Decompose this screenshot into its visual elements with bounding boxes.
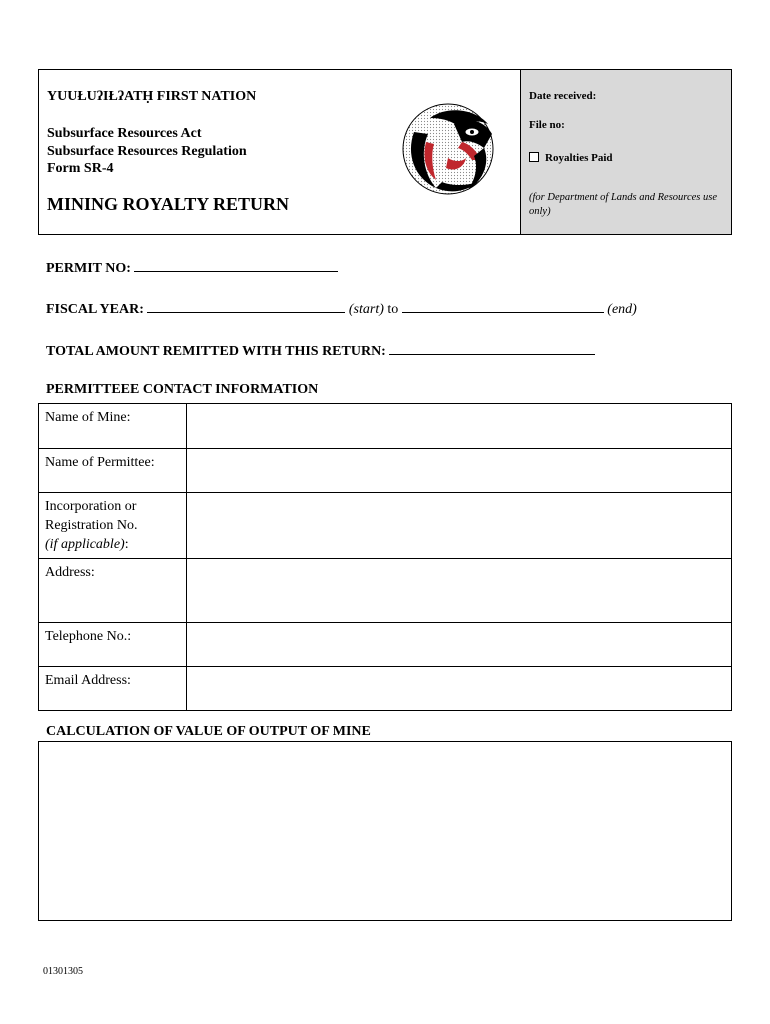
fiscal-year-end-field[interactable] (402, 299, 604, 313)
registration-no-colon: : (124, 537, 129, 552)
regulation-line: Subsurface Resources Regulation (47, 143, 247, 159)
office-use-note: (for Department of Lands and Resources use only) (529, 192, 718, 217)
mine-name-label: Name of Mine: (39, 404, 187, 449)
fiscal-year-start-label: (start) (348, 302, 384, 317)
permittee-name-field[interactable] (187, 449, 732, 493)
form-title: MINING ROYALTY RETURN (47, 194, 290, 214)
total-amount-row (46, 341, 595, 360)
registration-no-text: Incorporation or Registration No. (45, 499, 138, 533)
contact-table (38, 403, 732, 711)
file-no-label: File no: (529, 119, 565, 131)
table-row (39, 449, 732, 493)
table-row (39, 493, 732, 559)
address-field[interactable] (187, 559, 732, 623)
registration-no-field[interactable] (187, 493, 732, 559)
address-label: Address: (39, 559, 187, 623)
total-amount-field[interactable] (389, 341, 595, 355)
table-row (39, 667, 732, 711)
date-received-label: Date received: (529, 90, 597, 102)
nation-name: YUUŁUʔIŁʔATḤ FIRST NATION (47, 89, 257, 104)
calculation-heading: CALCULATION OF VALUE OF OUTPUT OF MINE (46, 724, 371, 739)
fiscal-year-start-field[interactable] (147, 299, 345, 313)
form-code: 01301305 (43, 966, 83, 977)
email-label: Email Address: (39, 667, 187, 711)
telephone-label: Telephone No.: (39, 623, 187, 667)
contact-heading: PERMITTEEE CONTACT INFORMATION (46, 382, 319, 397)
email-field[interactable] (187, 667, 732, 711)
office-use-box (520, 70, 731, 234)
permittee-name-label: Name of Permittee: (39, 449, 187, 493)
permit-no-field[interactable] (134, 258, 338, 272)
fiscal-year-end-label: (end) (607, 302, 637, 317)
registration-no-label (39, 493, 187, 559)
registration-no-note: (if applicable) (45, 537, 125, 552)
royalties-paid-checkbox[interactable] (529, 152, 539, 162)
total-amount-label: TOTAL AMOUNT REMITTED WITH THIS RETURN: (46, 344, 386, 359)
header-box (38, 69, 732, 235)
table-row (39, 559, 732, 623)
fiscal-year-row (46, 299, 637, 318)
royalties-paid-checkbox-row[interactable] (529, 152, 613, 164)
mine-name-field[interactable] (187, 404, 732, 449)
permit-no-row (46, 258, 338, 277)
table-row (39, 623, 732, 667)
telephone-field[interactable] (187, 623, 732, 667)
act-references (47, 125, 247, 178)
permit-no-label: PERMIT NO: (46, 261, 131, 276)
fiscal-year-label: FISCAL YEAR: (46, 302, 144, 317)
form-number: Form SR-4 (47, 161, 114, 176)
fiscal-year-to-label: to (387, 302, 399, 317)
raven-crest-logo-icon (396, 102, 500, 196)
royalties-paid-label: Royalties Paid (545, 152, 613, 164)
table-row (39, 404, 732, 449)
calculation-box[interactable] (38, 741, 732, 921)
act-line: Subsurface Resources Act (47, 126, 202, 141)
